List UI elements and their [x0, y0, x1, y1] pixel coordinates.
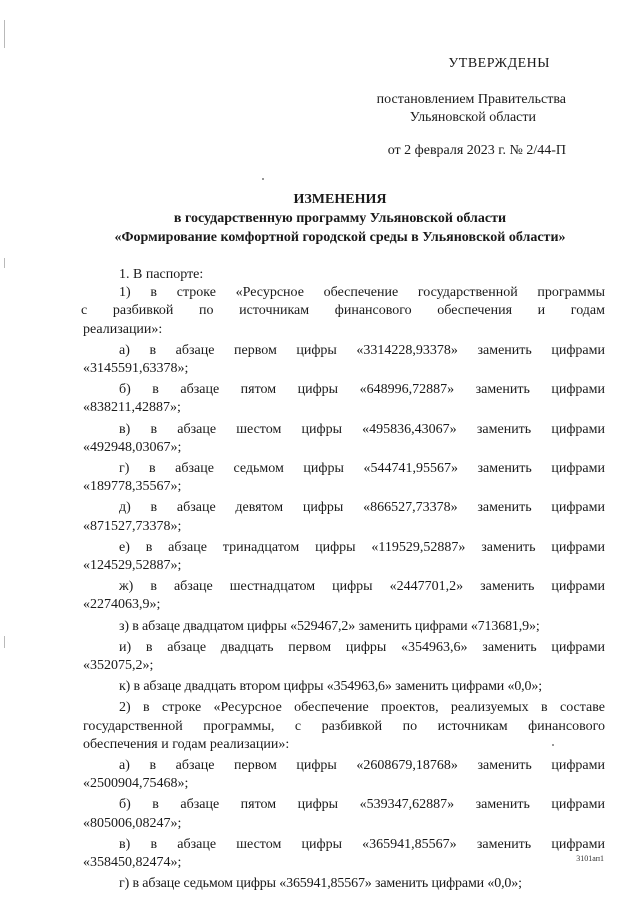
- scan-speck: [262, 178, 264, 180]
- scan-speck: [552, 744, 554, 746]
- list-item: б) в абзаце пятом цифры «648996,72887» заменить цифрами «838211,42887»;: [83, 382, 605, 416]
- list-item: г) в абзаце седьмом цифры «365941,85567» заменить цифрами «0,0»;: [119, 876, 522, 892]
- approval-line-2: Ульяновской области: [409, 110, 536, 125]
- approval-date: от 2 февраля 2023 г. № 2/44-П: [387, 143, 566, 158]
- list-item: в) в абзаце шестом цифры «365941,85567» заменить цифрами «358450,82474»;: [83, 836, 605, 871]
- document-body: [83, 266, 605, 894]
- title-sub-2: «Формирование комфортной городской среды в Ульяновской области»: [114, 230, 566, 245]
- document-title: [60, 190, 620, 247]
- approval-line-1: постановлением Правительства: [376, 92, 566, 107]
- item-2-intro: 2) в строке «Ресурсное обеспечение проектов, реализуемых в составе государственной программы, с разбивкой по источникам финансового обеспечения и годам реализации»:: [83, 700, 605, 752]
- approval-heading: УТВЕРЖДЕНЫ: [448, 56, 550, 71]
- scan-edge-mark: [4, 636, 5, 648]
- item-1-intro: 1) в строке «Ресурсное обеспечение государственной программы с разбивкой по источникам финансового обеспечения и годам реализации»:: [81, 285, 605, 337]
- list-item: г) в абзаце седьмом цифры «544741,95567» заменить цифрами «189778,35567»;: [83, 461, 605, 495]
- list-item: и) в абзаце двадцать первом цифры «354963,6» заменить цифрами «352075,2»;: [83, 639, 605, 674]
- scan-edge-mark: [4, 20, 5, 48]
- section-heading: 1. В паспорте:: [119, 267, 204, 282]
- list-item: к) в абзаце двадцать втором цифры «354963,6» заменить цифрами «0,0»;: [119, 679, 542, 695]
- list-item: ж) в абзаце шестнадцатом цифры «2447701,2» заменить цифрами «2274063,9»;: [83, 579, 605, 613]
- scan-edge-mark: [4, 258, 5, 268]
- list-item: а) в абзаце первом цифры «2608679,18768» заменить цифрами «2500904,75468»;: [83, 758, 605, 792]
- list-item: з) в абзаце двадцатом цифры «529467,2» заменить цифрами «713681,9»;: [119, 618, 540, 634]
- title-sub-1: в государственную программу Ульяновской области: [173, 211, 507, 226]
- title-main: ИЗМЕНЕНИЯ: [293, 192, 387, 207]
- list-item: д) в абзаце девятом цифры «866527,73378» заменить цифрами «871527,73378»;: [83, 500, 605, 534]
- list-item: е) в абзаце тринадцатом цифры «119529,52887» заменить цифрами «124529,52887»;: [83, 539, 605, 574]
- footer-code: 3101ап1: [576, 854, 604, 863]
- list-item: б) в абзаце пятом цифры «539347,62887» заменить цифрами «805006,08247»;: [83, 797, 605, 831]
- list-item: а) в абзаце первом цифры «3314228,93378» заменить цифрами «3145591,63378»;: [83, 342, 605, 377]
- list-item: в) в абзаце шестом цифры «495836,43067» заменить цифрами «492948,03067»;: [83, 421, 605, 455]
